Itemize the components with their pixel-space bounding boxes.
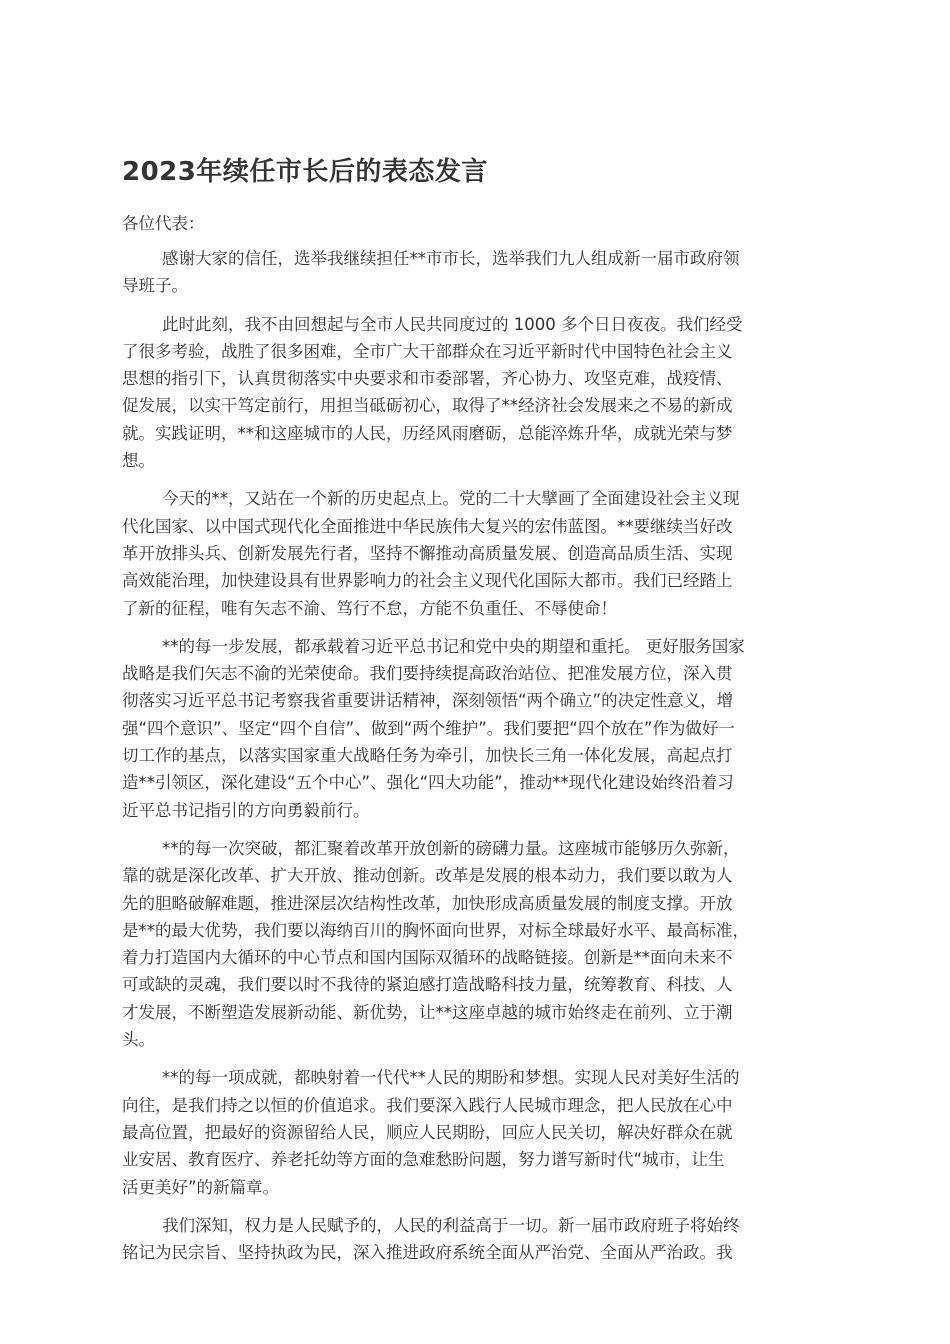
paragraph-line: 彻落实习近平总书记考察我省重要讲话精神，深刻领悟“两个确立”的决定性意义，增 bbox=[122, 691, 734, 711]
paragraph-line: 代化国家、以中国式现代化全面推进中华民族伟大复兴的宏伟蓝图。**要继续当好改 bbox=[122, 516, 733, 536]
paragraph-line: 可或缺的灵魂，我们要以时不我待的紧迫感打造战略科技力量，统筹教育、科技、人 bbox=[122, 975, 733, 995]
paragraph-line: 我们深知，权力是人民赋予的，人民的利益高于一切。新一届市政府班子将始终 bbox=[162, 1215, 740, 1235]
paragraph-line: 切工作的基点，以落实国家重大战略任务为牵引，加快长三角一体化发展，高起点打 bbox=[122, 746, 733, 766]
paragraph bbox=[122, 835, 850, 1053]
paragraph-line: 是**的最大优势，我们要以海纳百川的胸怀面向世界，对标全球最好水平、最高标准， bbox=[122, 920, 749, 940]
paragraph-line: 强“四个意识”、坚定“四个自信”、做到“两个维护”。我们要把“四个放在”作为做好一 bbox=[122, 718, 735, 738]
paragraph-line: 活更美好”的新篇章。 bbox=[122, 1177, 280, 1197]
paragraph-line: 想。 bbox=[122, 451, 155, 471]
paragraph-line: 了很多考验，战胜了很多困难，全市广大干部群众在习近平新时代中国特色社会主义 bbox=[122, 341, 733, 361]
paragraph-line: 战略是我们矢志不渝的光荣使命。我们要持续提高政治站位、把准发展方位，深入贯 bbox=[122, 664, 733, 684]
paragraph-line: 向往，是我们持之以恒的价值追求。我们要深入践行人民城市理念，把人民放在心中 bbox=[122, 1095, 733, 1115]
paragraph bbox=[122, 245, 850, 300]
paragraph bbox=[122, 485, 850, 621]
salutation: 各位代表： bbox=[122, 214, 205, 233]
paragraph-line: 今天的**，又站在一个新的历史起点上。党的二十大擘画了全面建设社会主义现 bbox=[162, 489, 740, 509]
paragraph-line: 思想的指引下，认真贯彻落实中央要求和市委部署，齐心协力、攻坚克难，战疫情、 bbox=[122, 369, 733, 389]
paragraph-line: 感谢大家的信任，选举我继续担任**市市长，选举我们九人组成新一届市政府领 bbox=[162, 249, 740, 268]
paragraph bbox=[122, 311, 850, 475]
paragraph bbox=[122, 1212, 850, 1267]
document-title: 2023年续任市长后的表态发言 bbox=[122, 157, 488, 187]
paragraph-line: 头。 bbox=[122, 1030, 155, 1050]
paragraph-line: 铭记为民宗旨、坚持执政为民，深入推进政府系统全面从严治党、全面从严治政。我 bbox=[122, 1243, 733, 1263]
paragraph bbox=[122, 1064, 850, 1200]
paragraph-line: 促发展，以实干笃定前行，用担当砥砺初心，取得了**经济社会发展来之不易的新成 bbox=[122, 396, 733, 416]
paragraph-line: 才发展，不断塑造发展新动能、新优势，让**这座卓越的城市始终走在前列、立于潮 bbox=[122, 1002, 733, 1022]
paragraph-line: **的每一步发展，都承载着习近平总书记和党中央的期望和重托。 更好服务国家 bbox=[162, 636, 745, 656]
paragraph-line: 导班子。 bbox=[122, 276, 188, 296]
paragraph-line: **的每一次突破，都汇聚着改革开放创新的磅礴力量。这座城市能够历久弥新， bbox=[162, 838, 740, 858]
paragraph-line: 造**引领区，深化建设“五个中心”、强化“四大功能”，推动**现代化建设始终沿着习 bbox=[122, 773, 734, 793]
paragraph-line: 了新的征程，唯有矢志不渝、笃行不怠，方能不负重任、不辱使命！ bbox=[122, 598, 617, 618]
paragraph-line: 高效能治理，加快建设具有世界影响力的社会主义现代化国际大都市。我们已经踏上 bbox=[122, 571, 733, 591]
paragraph bbox=[122, 633, 850, 824]
paragraph-line: **的每一项成就，都映射着一代代**人民的期盼和梦想。实现人民对美好生活的 bbox=[162, 1068, 740, 1088]
paragraph-line: 业安居、教育医疗、养老托幼等方面的急难愁盼问题，努力谱写新时代“城市，让生 bbox=[122, 1150, 725, 1170]
paragraph-line: 靠的就是深化改革、扩大开放、推动创新。改革是发展的根本动力，我们要以敢为人 bbox=[122, 866, 733, 886]
paragraph-line: 此时此刻，我不由回想起与全市人民共同度过的 1000 多个日日夜夜。我们经受 bbox=[162, 314, 743, 334]
document-body bbox=[122, 245, 850, 1277]
paragraph-line: 近平总书记指引的方向勇毅前行。 bbox=[122, 800, 370, 820]
paragraph-line: 就。实践证明，**和这座城市的人民，历经风雨磨砺，总能淬炼升华，成就光荣与梦 bbox=[122, 423, 733, 443]
paragraph-line: 先的胆略破解难题，推进深层次结构性改革，加快形成高质量发展的制度支撑。开放 bbox=[122, 893, 733, 913]
paragraph-line: 着力打造国内大循环的中心节点和国内国际双循环的战略链接。创新是**面向未来不 bbox=[122, 948, 733, 968]
paragraph-line: 最高位置，把最好的资源留给人民，顺应人民期盼，回应人民关切，解决好群众在就 bbox=[122, 1122, 733, 1142]
paragraph-line: 革开放排头兵、创新发展先行者，坚持不懈推动高质量发展、创造高品质生活、实现 bbox=[122, 543, 733, 563]
